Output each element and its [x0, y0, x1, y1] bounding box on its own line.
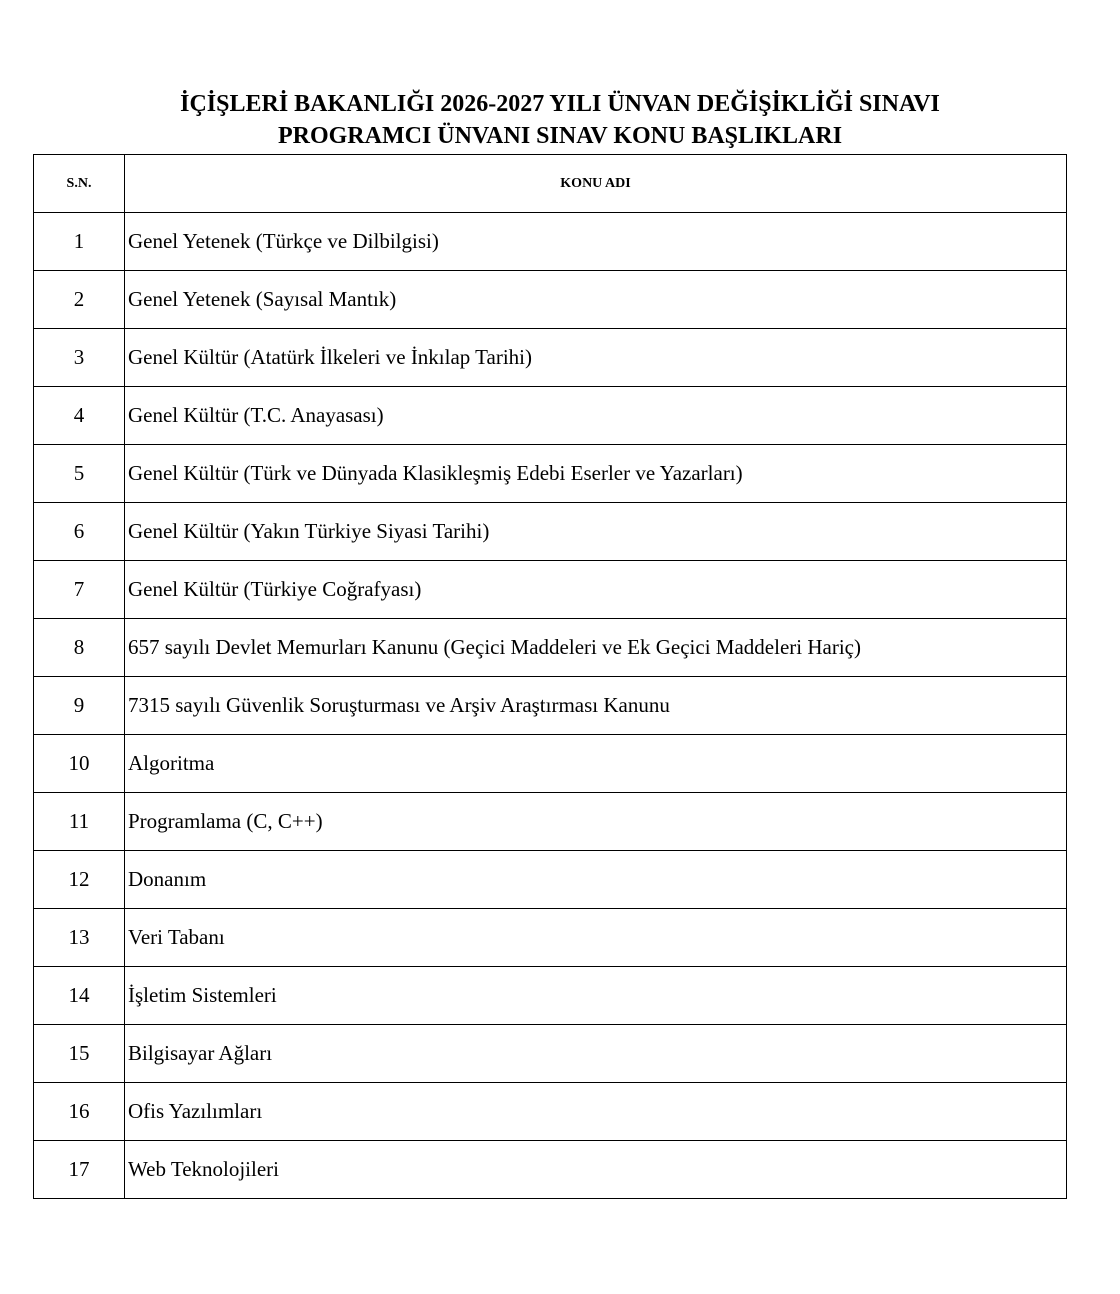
table-row: [34, 1083, 1067, 1141]
topic-name: Donanım: [125, 851, 1067, 909]
row-number: 7: [34, 561, 125, 619]
topic-name: Bilgisayar Ağları: [125, 1025, 1067, 1083]
row-number: 11: [34, 793, 125, 851]
topic-name: Genel Yetenek (Türkçe ve Dilbilgisi): [125, 213, 1067, 271]
table-row: [34, 387, 1067, 445]
topic-name: Genel Kültür (Türkiye Coğrafyası): [125, 561, 1067, 619]
table-row: [34, 503, 1067, 561]
table-row: [34, 909, 1067, 967]
topic-name: Veri Tabanı: [125, 909, 1067, 967]
header-sn: S.N.: [34, 155, 125, 213]
table-row: [34, 735, 1067, 793]
title-line-2: PROGRAMCI ÜNVANI SINAV KONU BAŞLIKLARI: [277, 123, 843, 149]
topic-name: İşletim Sistemleri: [125, 967, 1067, 1025]
topic-name: 657 sayılı Devlet Memurları Kanunu (Geçici Maddeleri ve Ek Geçici Maddeleri Hariç): [125, 619, 1067, 677]
row-number: 14: [34, 967, 125, 1025]
row-number: 9: [34, 677, 125, 735]
topic-name: Genel Yetenek (Sayısal Mantık): [125, 271, 1067, 329]
table-row: [34, 1141, 1067, 1199]
table-row: [34, 561, 1067, 619]
table-row: [34, 793, 1067, 851]
table-row: [34, 619, 1067, 677]
header-topic-name: KONU ADI: [125, 155, 1067, 213]
topic-name: Ofis Yazılımları: [125, 1083, 1067, 1141]
row-number: 3: [34, 329, 125, 387]
title-line-1: İÇİŞLERİ BAKANLIĞI 2026-2027 YILI ÜNVAN DEĞİŞİKLİĞİ SINAVI: [180, 91, 940, 117]
row-number: 16: [34, 1083, 125, 1141]
topics-table: [33, 154, 1067, 1199]
topic-name: Algoritma: [125, 735, 1067, 793]
topic-name: Genel Kültür (T.C. Anayasası): [125, 387, 1067, 445]
topic-name: 7315 sayılı Güvenlik Soruşturması ve Arşiv Araştırması Kanunu: [125, 677, 1067, 735]
row-number: 12: [34, 851, 125, 909]
row-number: 1: [34, 213, 125, 271]
row-number: 17: [34, 1141, 125, 1199]
row-number: 5: [34, 445, 125, 503]
document-title: [0, 88, 1120, 152]
table-row: [34, 329, 1067, 387]
topic-name: Genel Kültür (Türk ve Dünyada Klasikleşmiş Edebi Eserler ve Yazarları): [125, 445, 1067, 503]
table-row: [34, 851, 1067, 909]
row-number: 15: [34, 1025, 125, 1083]
topic-name: Web Teknolojileri: [125, 1141, 1067, 1199]
topic-name: Programlama (C, C++): [125, 793, 1067, 851]
row-number: 2: [34, 271, 125, 329]
topic-name: Genel Kültür (Yakın Türkiye Siyasi Tarihi): [125, 503, 1067, 561]
topic-name: Genel Kültür (Atatürk İlkeleri ve İnkılap Tarihi): [125, 329, 1067, 387]
row-number: 4: [34, 387, 125, 445]
table-row: [34, 1025, 1067, 1083]
table-row: [34, 213, 1067, 271]
table-row: [34, 271, 1067, 329]
row-number: 8: [34, 619, 125, 677]
row-number: 6: [34, 503, 125, 561]
table-row: [34, 445, 1067, 503]
row-number: 10: [34, 735, 125, 793]
table-row: [34, 677, 1067, 735]
table-row: [34, 967, 1067, 1025]
row-number: 13: [34, 909, 125, 967]
table-header-row: [34, 155, 1067, 213]
